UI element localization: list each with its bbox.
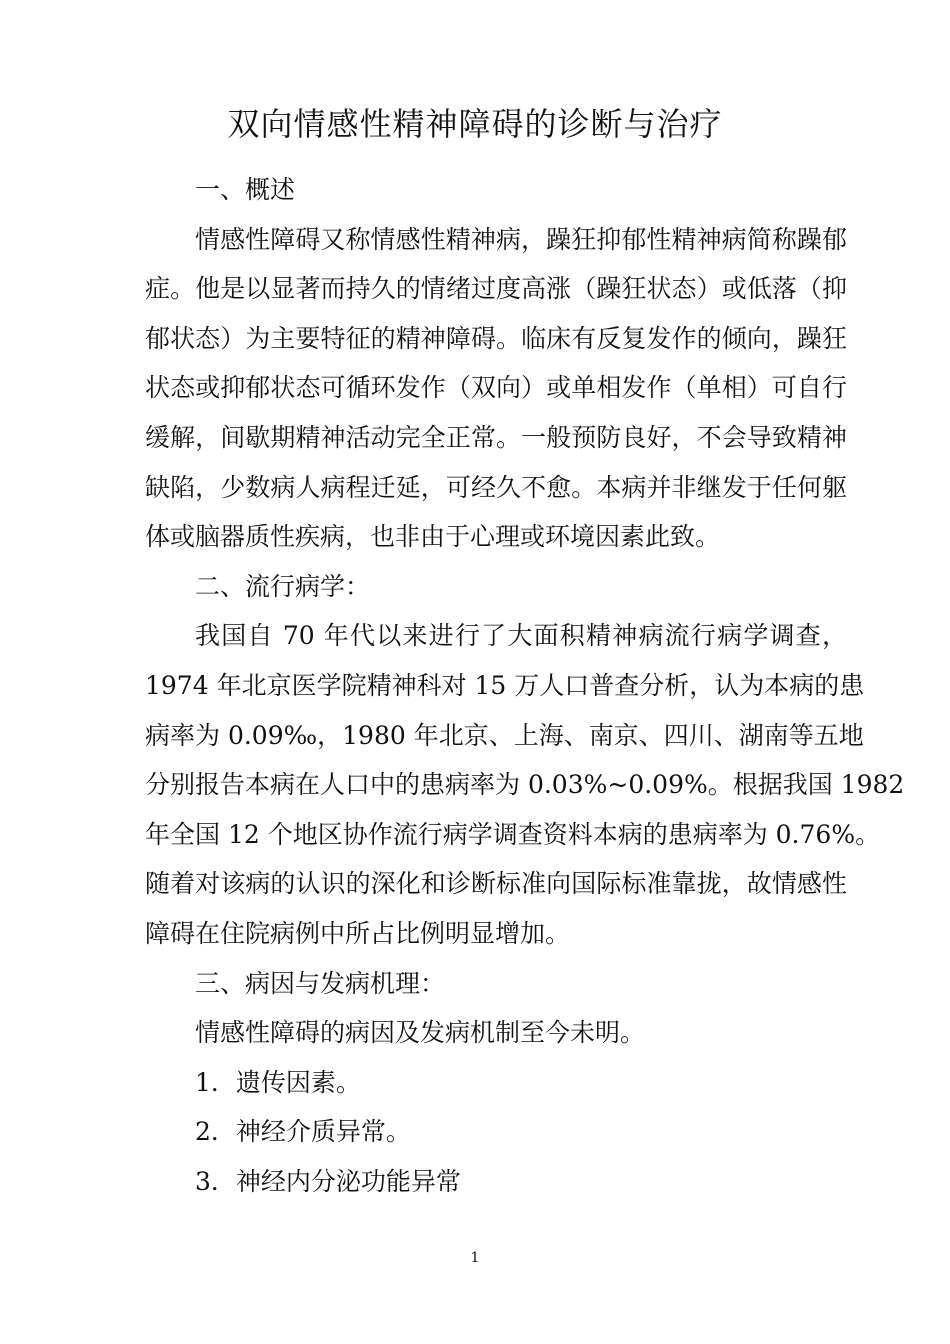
text-line: 1974 年北京医学院精神科对 15 万人口普查分析，认为本病的患 bbox=[145, 670, 865, 700]
text-line: 障碍在住院病例中所占比例明显增加。 bbox=[145, 918, 571, 948]
text-line: 状态或抑郁状态可循环发作（双向）或单相发作（单相）可自行 bbox=[145, 373, 847, 403]
text-line: 2．神经介质异常。 bbox=[195, 1117, 411, 1147]
text-line: 随着对该病的认识的深化和诊断标准向国际标准靠拢，故情感性 bbox=[145, 869, 847, 899]
text-line: 我国自 70 年代以来进行了大面积精神病流行病学调查， bbox=[195, 621, 847, 651]
text-line: 三、病因与发病机理： bbox=[195, 968, 446, 998]
text-line: 分别报告本病在人口中的患病率为 0.03%~0.09%。根据我国 1982 bbox=[145, 770, 905, 800]
text-line: 一、概述 bbox=[195, 175, 296, 204]
page-number: 1 bbox=[470, 1250, 480, 1266]
text-line: 缓解，间歇期精神活动完全正常。一般预防良好，不会导致精神 bbox=[145, 422, 847, 452]
document-body bbox=[145, 165, 905, 1206]
text-line: 1．遗传因素。 bbox=[195, 1067, 361, 1097]
text-line: 郁状态）为主要特征的精神障碍。临床有反复发作的倾向，躁狂 bbox=[145, 323, 847, 353]
text-line: 缺陷，少数病人病程迁延，可经久不愈。本病并非继发于任何躯 bbox=[145, 472, 847, 502]
text-line: 症。他是以显著而持久的情绪过度高涨（躁狂状态）或低落（抑 bbox=[145, 274, 847, 304]
page-title: 双向情感性精神障碍的诊断与治疗 bbox=[227, 105, 723, 143]
text-line: 3．神经内分泌功能异常 bbox=[195, 1166, 461, 1196]
text-line: 体或脑器质性疾病，也非由于心理或环境因素此致。 bbox=[145, 522, 721, 552]
text-line: 情感性障碍的病因及发病机制至今未明。 bbox=[195, 1018, 646, 1048]
text-line: 病率为 0.09‰，1980 年北京、上海、南京、四川、湖南等五地 bbox=[145, 720, 864, 750]
text-line: 年全国 12 个地区协作流行病学调查资料本病的患病率为 0.76%。 bbox=[145, 819, 881, 849]
text-line: 情感性障碍又称情感性精神病，躁狂抑郁性精神病简称躁郁 bbox=[195, 224, 847, 254]
text-line: 二、流行病学： bbox=[195, 571, 371, 601]
